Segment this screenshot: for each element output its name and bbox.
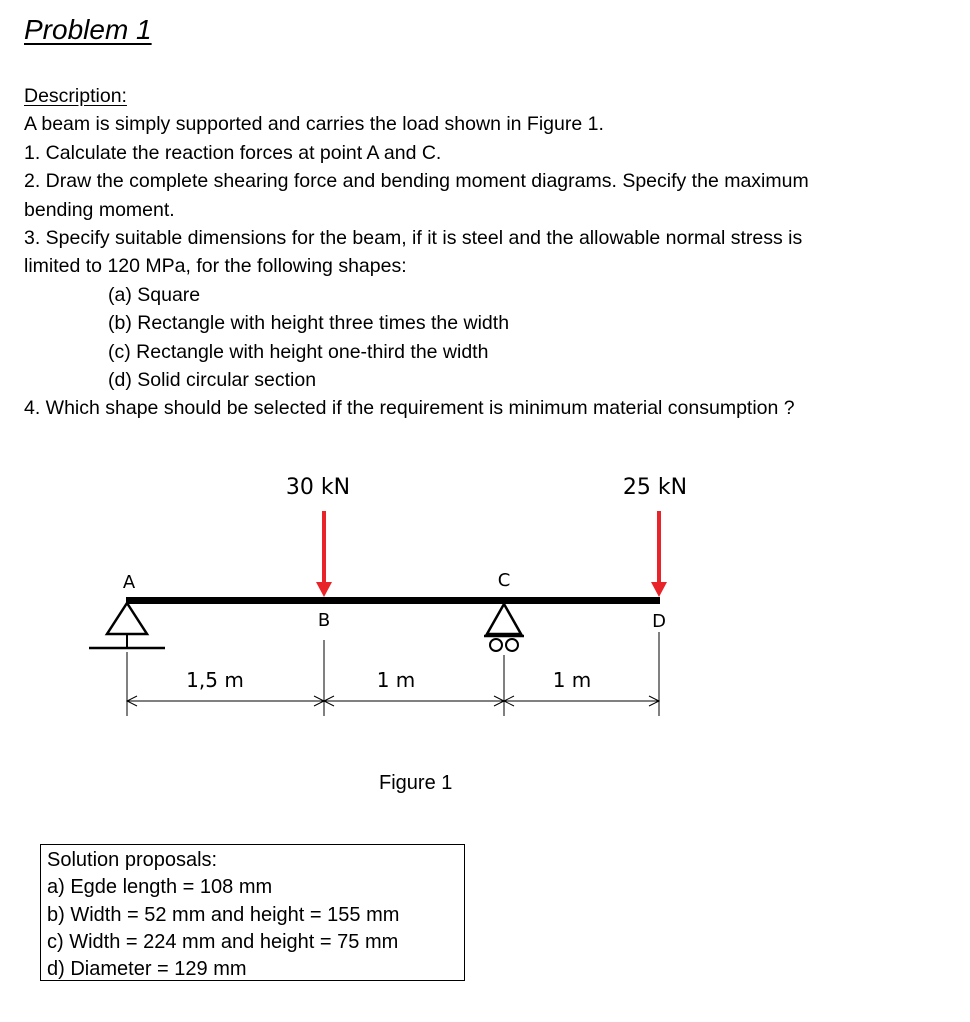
- figure-caption: Figure 1: [379, 772, 453, 794]
- description-intro: A beam is simply supported and carries the load shown in Figure 1.: [24, 113, 604, 136]
- shape-option-b: (b) Rectangle with height three times the width: [108, 312, 510, 335]
- dimension-label-cd: 1 m: [552, 668, 592, 692]
- dimension-label-ab: 1,5 m: [186, 668, 244, 692]
- solution-c: c) Width = 224 mm and height = 75 mm: [47, 930, 399, 953]
- shape-option-a: (a) Square: [108, 283, 201, 306]
- question-3-line-2: limited to 120 MPa, for the following shapes:: [24, 255, 407, 278]
- load-label-b: 30 kN: [285, 475, 351, 500]
- point-label-c: C: [497, 570, 511, 591]
- roller-support-c: [484, 604, 524, 651]
- solution-a: a) Egde length = 108 mm: [47, 876, 273, 899]
- point-label-b: B: [317, 610, 331, 631]
- problem-title: Problem 1: [24, 14, 152, 45]
- question-3-line-1: 3. Specify suitable dimensions for the beam, if it is steel and the allowable normal stress is: [24, 227, 803, 250]
- shape-option-d: (d) Solid circular section: [108, 369, 317, 392]
- question-2-line-1: 2. Draw the complete shearing force and bending moment diagrams. Specify the maximum: [24, 170, 809, 193]
- point-label-a: A: [122, 572, 136, 593]
- pin-support-a: [89, 603, 165, 648]
- question-1: 1. Calculate the reaction forces at point A and C.: [24, 141, 442, 164]
- beam: [126, 597, 660, 604]
- question-4: 4. Which shape should be selected if the requirement is minimum material consumption ?: [24, 397, 795, 420]
- load-arrow-b: [316, 511, 332, 597]
- question-2-line-2: bending moment.: [24, 198, 175, 221]
- dimension-line: [127, 696, 659, 706]
- point-label-d: D: [652, 611, 666, 632]
- solution-proposals-box: [40, 844, 465, 981]
- load-label-d: 25 kN: [622, 475, 688, 500]
- load-arrow-d: [651, 511, 667, 597]
- solution-d: d) Diameter = 129 mm: [47, 958, 247, 981]
- solutions-heading: Solution proposals:: [47, 849, 218, 871]
- shape-option-c: (c) Rectangle with height one-third the width: [108, 340, 489, 363]
- dimension-label-bc: 1 m: [376, 668, 416, 692]
- solution-b: b) Width = 52 mm and height = 155 mm: [47, 903, 400, 926]
- description-heading: Description:: [24, 85, 127, 107]
